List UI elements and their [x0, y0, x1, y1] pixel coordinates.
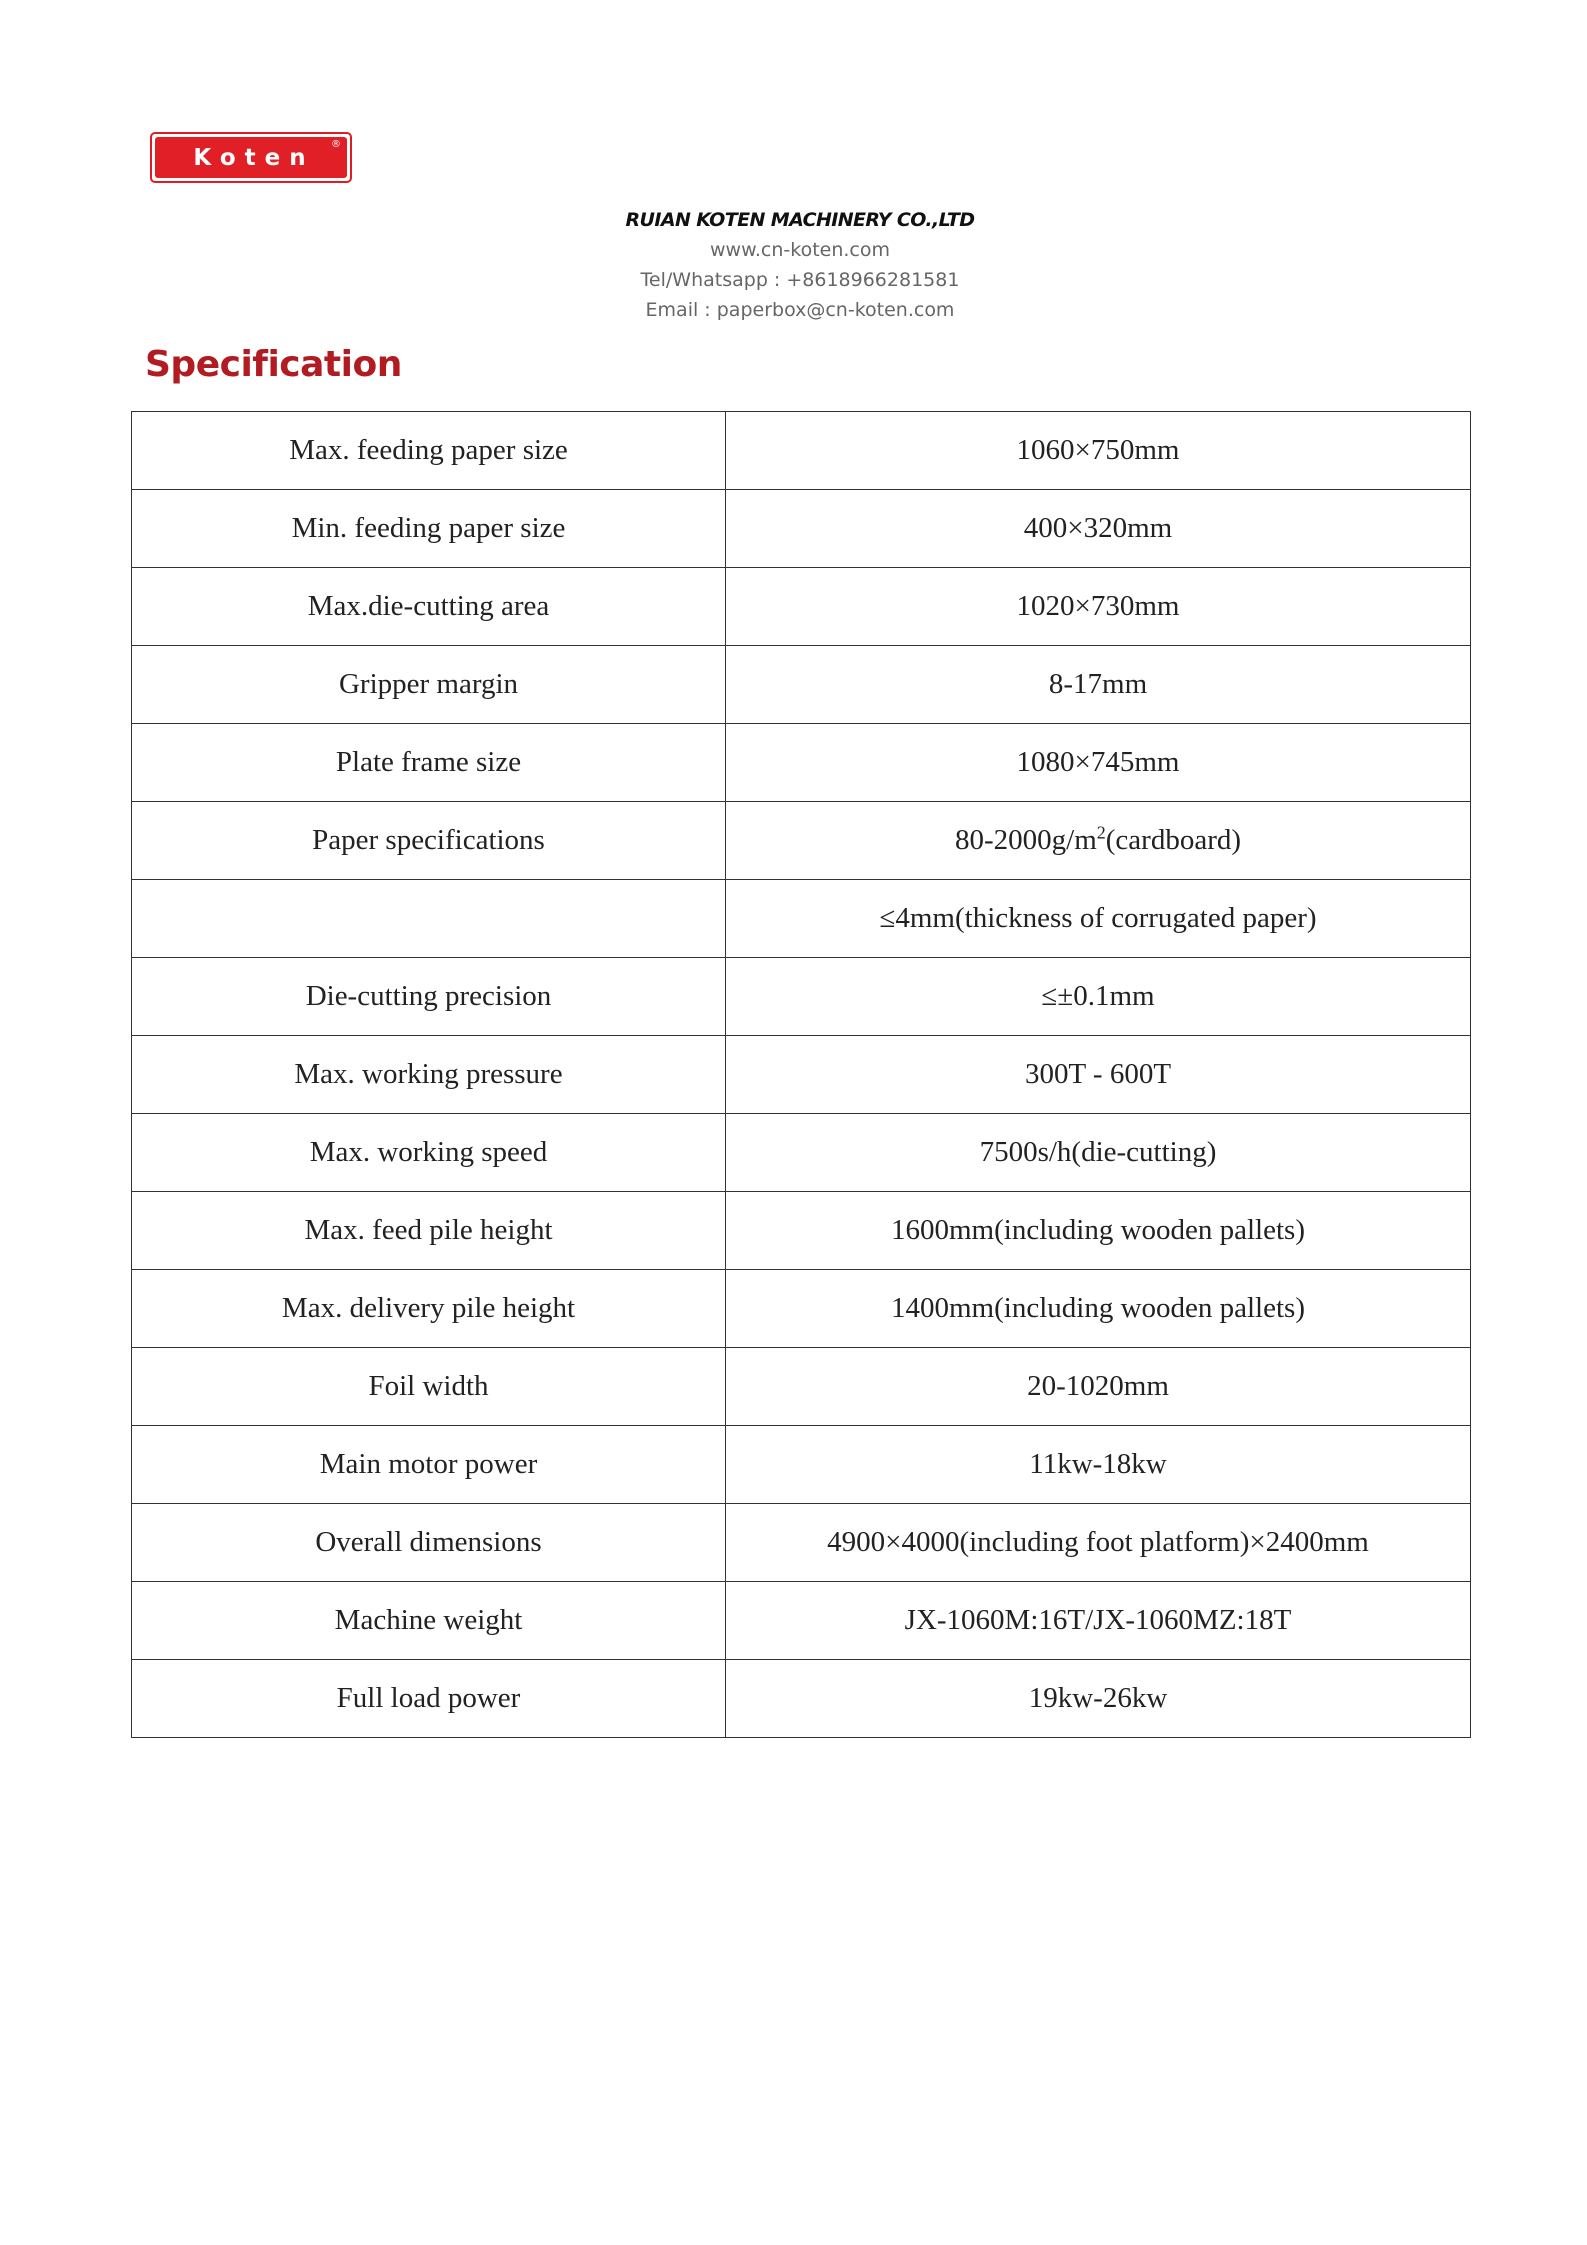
spec-label: Machine weight [132, 1582, 726, 1660]
spec-value: 1060×750mm [726, 412, 1471, 490]
registered-mark: ® [331, 139, 341, 150]
spec-label: Main motor power [132, 1426, 726, 1504]
table-row [132, 1660, 1471, 1738]
spec-value-superscript: 2 [1096, 822, 1106, 843]
spec-label [132, 880, 726, 958]
company-logo [150, 132, 352, 183]
spec-label: Max. working speed [132, 1114, 726, 1192]
spec-value: 11kw-18kw [726, 1426, 1471, 1504]
spec-label: Max. feed pile height [132, 1192, 726, 1270]
company-website: www.cn-koten.com [709, 239, 890, 261]
spec-value-main: 80-2000g/m [954, 824, 1097, 856]
spec-label: Paper specifications [132, 802, 726, 880]
company-header [0, 206, 1587, 325]
table-row [132, 724, 1471, 802]
spec-value: 7500s/h(die-cutting) [726, 1114, 1471, 1192]
table-row [132, 1114, 1471, 1192]
spec-value: 1400mm(including wooden pallets) [726, 1270, 1471, 1348]
table-row [132, 1504, 1471, 1582]
table-row [132, 802, 1471, 880]
spec-label: Min. feeding paper size [132, 490, 726, 568]
spec-label: Overall dimensions [132, 1504, 726, 1582]
table-row [132, 958, 1471, 1036]
spec-value: JX-1060M:16T/JX-1060MZ:18T [726, 1582, 1471, 1660]
spec-label: Plate frame size [132, 724, 726, 802]
section-title: Specification [145, 344, 402, 385]
spec-label: Max. delivery pile height [132, 1270, 726, 1348]
table-row [132, 490, 1471, 568]
spec-value: 8-17mm [726, 646, 1471, 724]
spec-label: Die-cutting precision [132, 958, 726, 1036]
table-row [132, 646, 1471, 724]
spec-value-suffix: (cardboard) [1105, 824, 1242, 856]
table-row [132, 1036, 1471, 1114]
table-row [132, 1426, 1471, 1504]
company-phone: Tel/Whatsapp : +8618966281581 [640, 269, 960, 291]
spec-value [726, 802, 1471, 880]
spec-value: 20-1020mm [726, 1348, 1471, 1426]
company-name: RUIAN KOTEN MACHINERY CO.,LTD [625, 209, 975, 231]
spec-value: ≤±0.1mm [726, 958, 1471, 1036]
spec-value: 300T - 600T [726, 1036, 1471, 1114]
spec-value: 400×320mm [726, 490, 1471, 568]
spec-value: 4900×4000(including foot platform)×2400mm [726, 1504, 1471, 1582]
table-row [132, 880, 1471, 958]
spec-value: ≤4mm(thickness of corrugated paper) [726, 880, 1471, 958]
table-row [132, 568, 1471, 646]
spec-value: 1600mm(including wooden pallets) [726, 1192, 1471, 1270]
spec-label: Max. working pressure [132, 1036, 726, 1114]
logo-text: Koten [193, 144, 315, 171]
spec-label: Full load power [132, 1660, 726, 1738]
spec-label: Gripper margin [132, 646, 726, 724]
specification-table [131, 411, 1471, 1738]
spec-label: Max. feeding paper size [132, 412, 726, 490]
spec-label: Foil width [132, 1348, 726, 1426]
spec-value: 1020×730mm [726, 568, 1471, 646]
table-row [132, 1270, 1471, 1348]
spec-value: 1080×745mm [726, 724, 1471, 802]
spec-label: Max.die-cutting area [132, 568, 726, 646]
company-email: Email : paperbox@cn-koten.com [645, 299, 955, 321]
table-row [132, 1348, 1471, 1426]
spec-value: 19kw-26kw [726, 1660, 1471, 1738]
table-row [132, 1192, 1471, 1270]
table-row [132, 412, 1471, 490]
logo-badge [155, 137, 347, 178]
table-row [132, 1582, 1471, 1660]
